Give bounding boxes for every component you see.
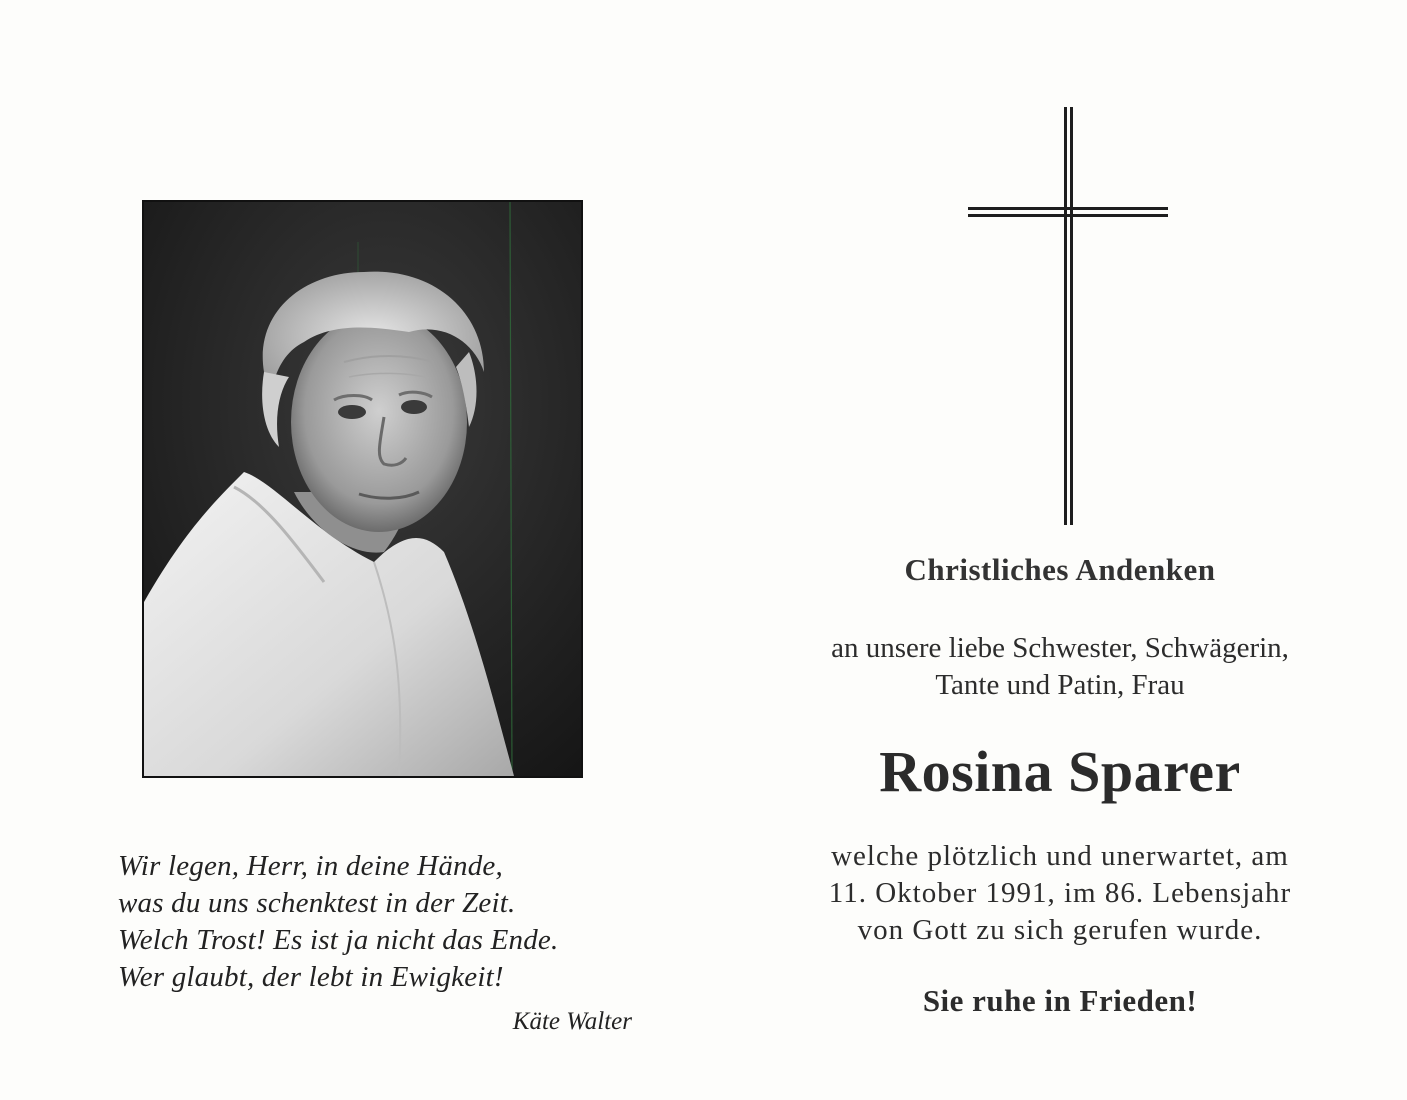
memorial-heading: Christliches Andenken <box>904 552 1216 587</box>
dedication-text <box>780 630 1340 704</box>
dedication-line: an unsere liebe Schwester, Schwägerin, <box>831 632 1289 664</box>
poem-line: Wer glaubt, der lebt in Ewigkeit! <box>118 961 504 993</box>
poem-line: Welch Trost! Es ist ja nicht das Ende. <box>118 924 559 956</box>
death-details-line: 11. Oktober 1991, im 86. Lebensjahr <box>828 877 1292 909</box>
poem-line: was du uns schenktest in der Zeit. <box>118 887 516 919</box>
portrait-photo <box>142 200 583 778</box>
poem-line: Wir legen, Herr, in deine Hände, <box>118 850 503 882</box>
death-details-line: von Gott zu sich gerufen wurde. <box>857 914 1263 946</box>
death-details-line: welche plötzlich und unerwartet, am <box>831 840 1289 872</box>
poem-author: Käte Walter <box>512 1008 632 1035</box>
closing-blessing: Sie ruhe in Frieden! <box>922 983 1198 1018</box>
poem-verse <box>118 848 658 996</box>
cross-icon <box>968 107 1170 527</box>
death-details <box>780 838 1340 949</box>
right-panel <box>700 0 1407 1100</box>
portrait-illustration <box>144 202 581 776</box>
deceased-name: Rosina Sparer <box>879 739 1241 804</box>
dedication-line: Tante und Patin, Frau <box>935 669 1185 701</box>
left-panel <box>0 0 700 1100</box>
